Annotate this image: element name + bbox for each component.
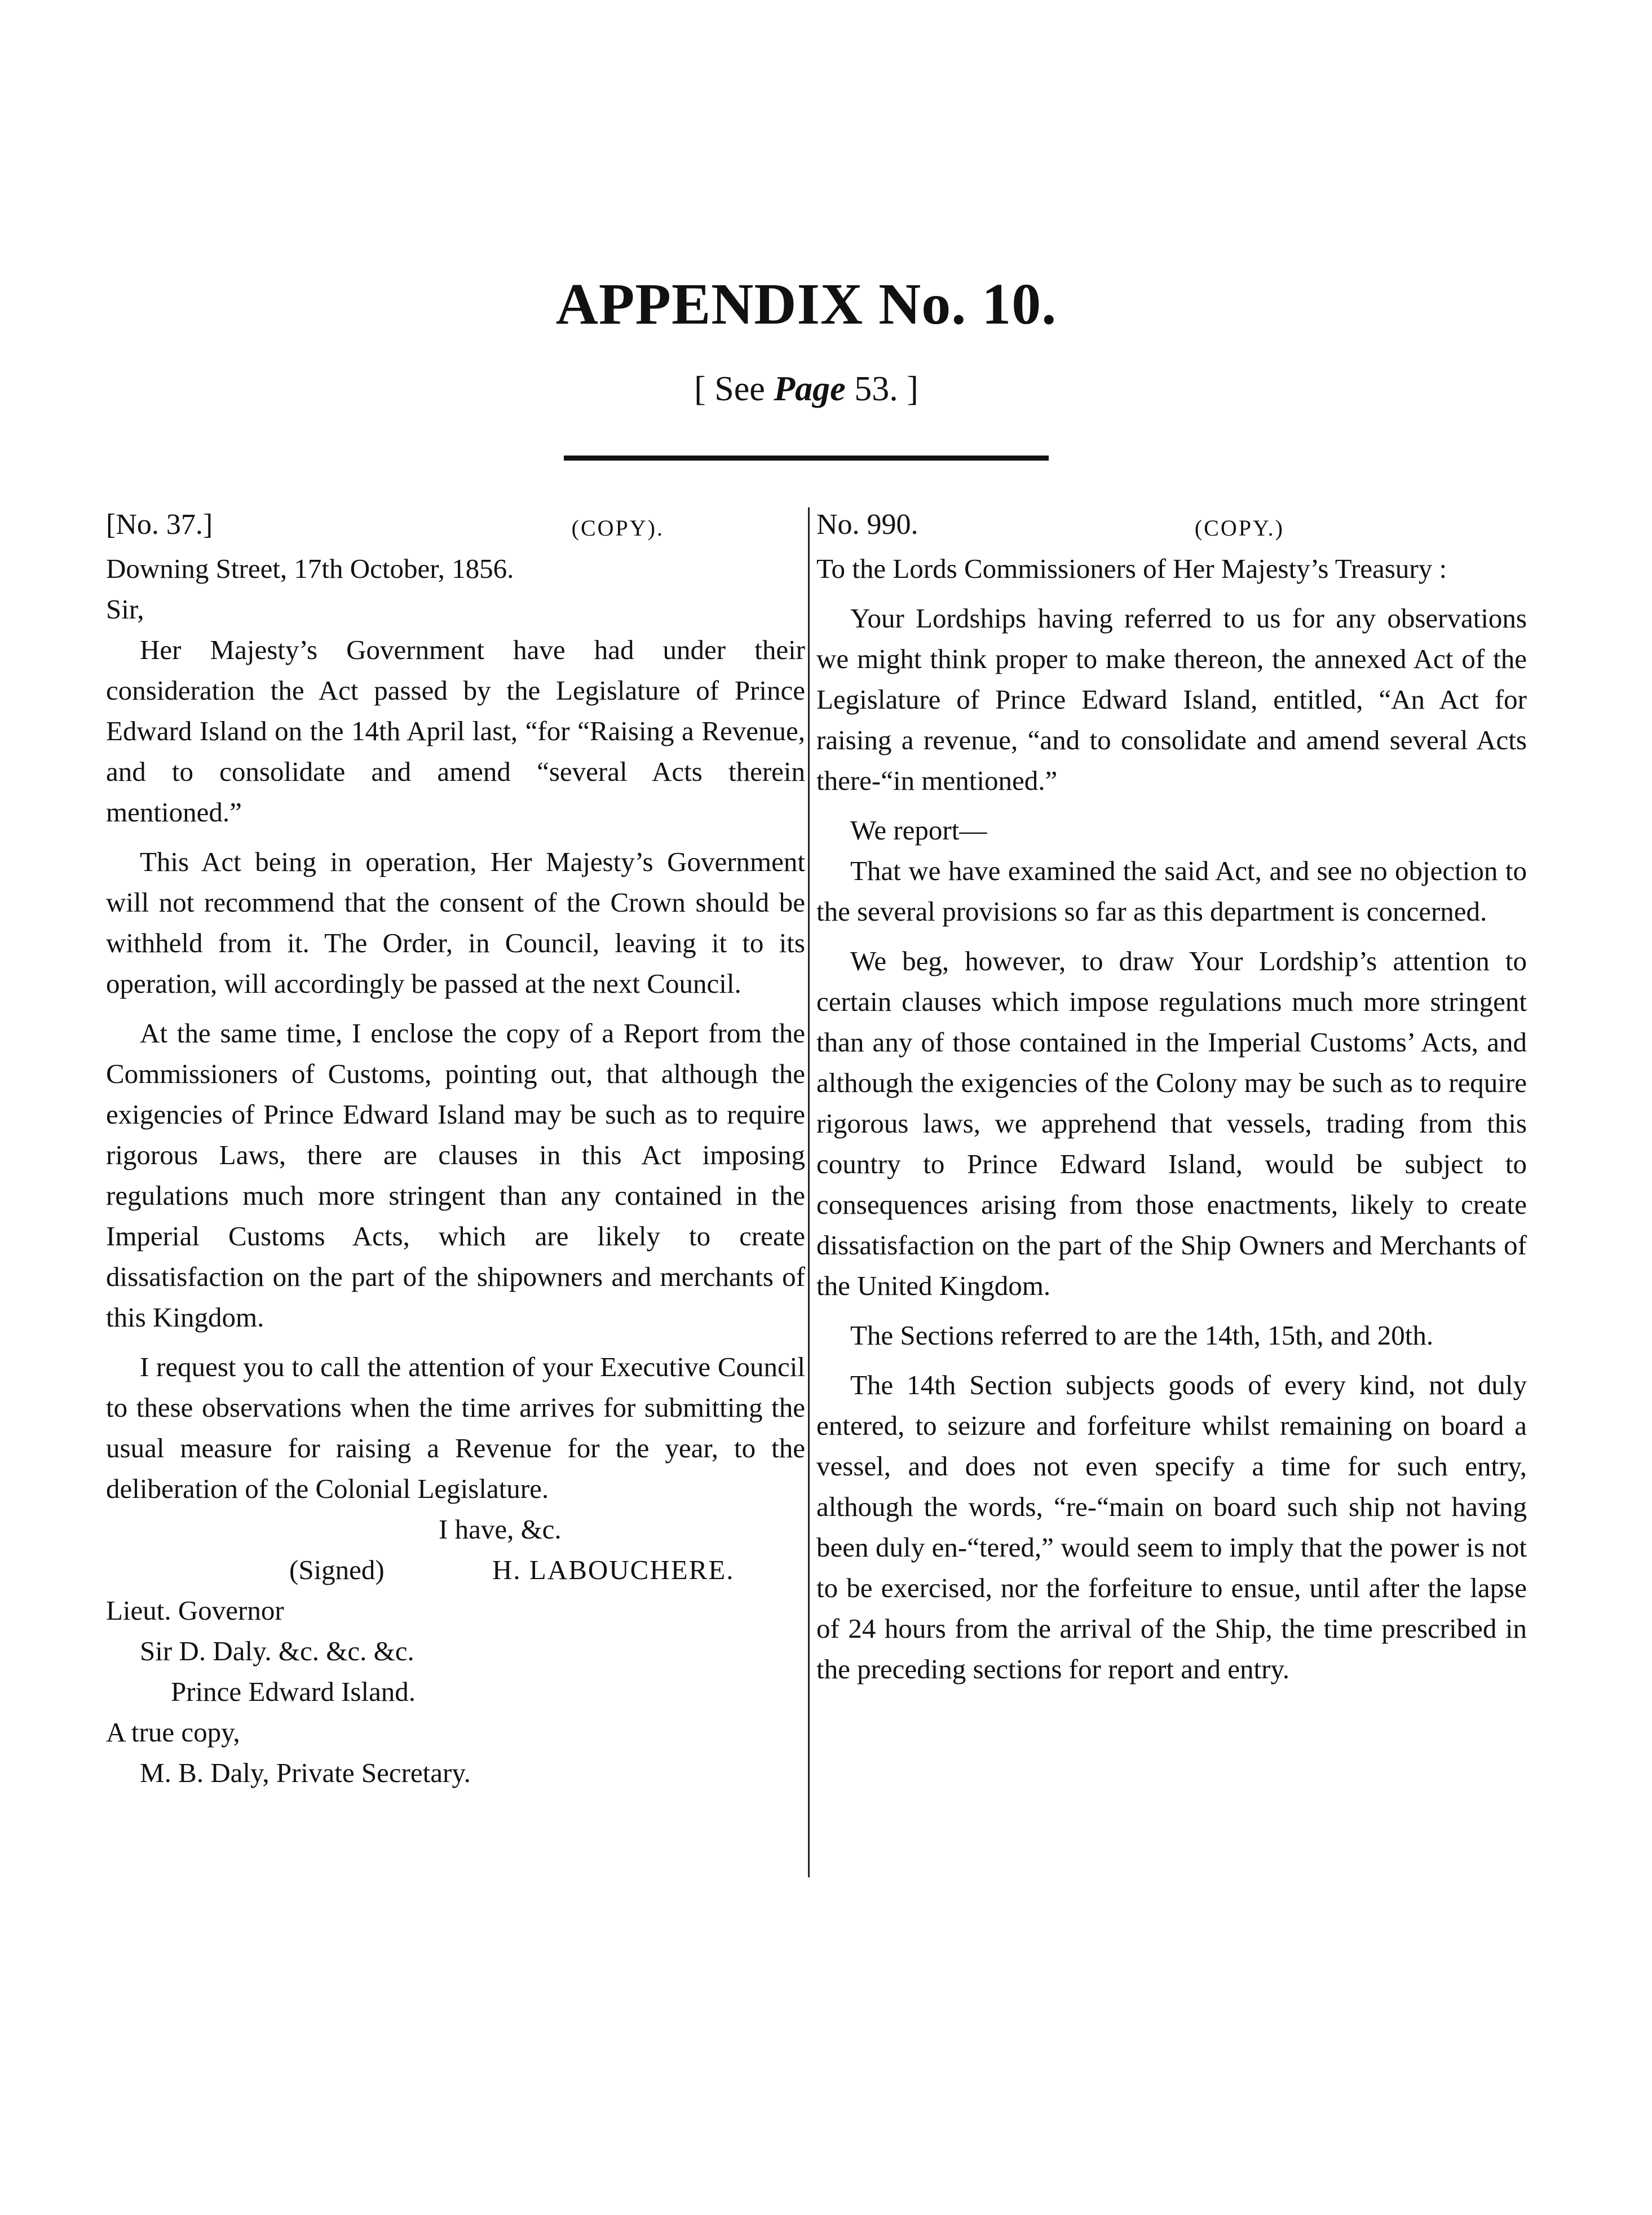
right-paragraph-5: The 14th Section subjects goods of every kind, not duly entered, to seizure and forfeiture whilst remaining on board a vessel, and does not even specify a time for such entry, although the words, “re-“main on board such ship not having been duly en-“tered,” would seem to imply that the power is not to be exercised, nor the forfeiture to ensue, until after the lapse of 24 hours from the arrival of the Ship, the time prescribed in the preceding sections for report and entry.	[816, 1369, 1527, 1685]
left-paragraph-3: At the same time, I enclose the copy of a Report from the Commissioners of Customs, pointing out, that although the exigencies of Prince Edward Island may be such as to require rigorous Laws, there are clauses in this Act imposing regulations much more stringent than any contained in the Imperial Customs Acts, which are likely to create dissatisfaction on the part of the shipowners and merchants of this Kingdom.	[106, 1018, 805, 1333]
signer-name: H. LABOUCHERE.	[492, 1554, 735, 1585]
right-column-report	[816, 505, 1527, 1690]
left-column-letter	[106, 505, 805, 1793]
addressee-line-3: Prince Edward Island.	[171, 1676, 416, 1707]
left-paragraph-4: I request you to call the attention of your Executive Council to these observations when the time arrives for submitting the usual measure for raising a Revenue for the year, to the deliberation of the Colonial Legislature.	[106, 1351, 805, 1504]
left-closing: I have, &c.	[439, 1514, 562, 1545]
column-divider	[808, 507, 810, 1877]
left-dateline: Downing Street, 17th October, 1856.	[106, 553, 514, 584]
see-suffix: ]	[907, 370, 918, 408]
left-signature	[106, 1550, 805, 1590]
addressee-line-1: Lieut. Governor	[106, 1595, 284, 1626]
true-copy-line: A true copy,	[106, 1717, 240, 1748]
addressee-line-2: Sir D. Daly. &c. &c. &c.	[140, 1635, 414, 1666]
right-report-heading: We report—	[850, 815, 987, 846]
see-page-number: 53.	[854, 370, 898, 408]
right-paragraph-3: We beg, however, to draw Your Lordship’s attention to certain clauses which impose regulations much more stringent than any of those contained in the Imperial Customs’ Acts, and although the exigencies of the Colony may be such as to require rigorous laws, we apprehend that vessels, trading from this country to Prince Edward Island, would be subject to consequences arising from those enactments, likely to create dissatisfaction on the part of the Ship Owners and Merchants of the United Kingdom.	[816, 945, 1527, 1301]
right-paragraph-2: That we have examined the said Act, and see no objection to the several provisions so far as this department is concerned.	[816, 855, 1527, 927]
right-letter-header	[816, 505, 1527, 549]
right-copy-label: (COPY.)	[1194, 515, 1284, 541]
signed-label: (Signed)	[289, 1554, 385, 1585]
right-letter-number: No. 990.	[816, 509, 918, 541]
left-paragraph-1: Her Majesty’s Government have had under their consideration the Act passed by the Legislature of Prince Edward Island on the 14th April last, “for “Raising a Revenue, and to consolidate and amend “several Acts therein mentioned.”	[106, 634, 805, 828]
title-rule	[564, 456, 1049, 461]
left-paragraph-2: This Act being in operation, Her Majesty’s Government will not recommend that the consent of the Crown should be withheld from it. The Order, in Council, leaving it to its operation, will accordingly be passed at the next Council.	[106, 846, 805, 999]
page-title: APPENDIX No. 10.	[555, 272, 1057, 337]
see-page-word: Page	[774, 370, 846, 408]
page-reference	[0, 369, 1613, 409]
right-paragraph-4: The Sections referred to are the 14th, 15th, and 20th.	[850, 1320, 1434, 1351]
left-letter-number: [No. 37.]	[106, 509, 213, 541]
right-paragraph-1: Your Lordships having referred to us for any observations we might think proper to make thereon, the annexed Act of the Legislature of Prince Edward Island, entitled, “An Act for raising a revenue, “and to consolidate and amend several Acts there-“in mentioned.”	[816, 603, 1527, 796]
left-salutation: Sir,	[106, 594, 144, 625]
right-addressee: To the Lords Commissioners of Her Majesty’s Treasury :	[816, 553, 1447, 584]
left-copy-label: (COPY).	[571, 515, 664, 541]
attestation-line: M. B. Daly, Private Secretary.	[140, 1757, 471, 1788]
see-prefix: [ See	[694, 370, 765, 408]
left-letter-header	[106, 505, 805, 549]
